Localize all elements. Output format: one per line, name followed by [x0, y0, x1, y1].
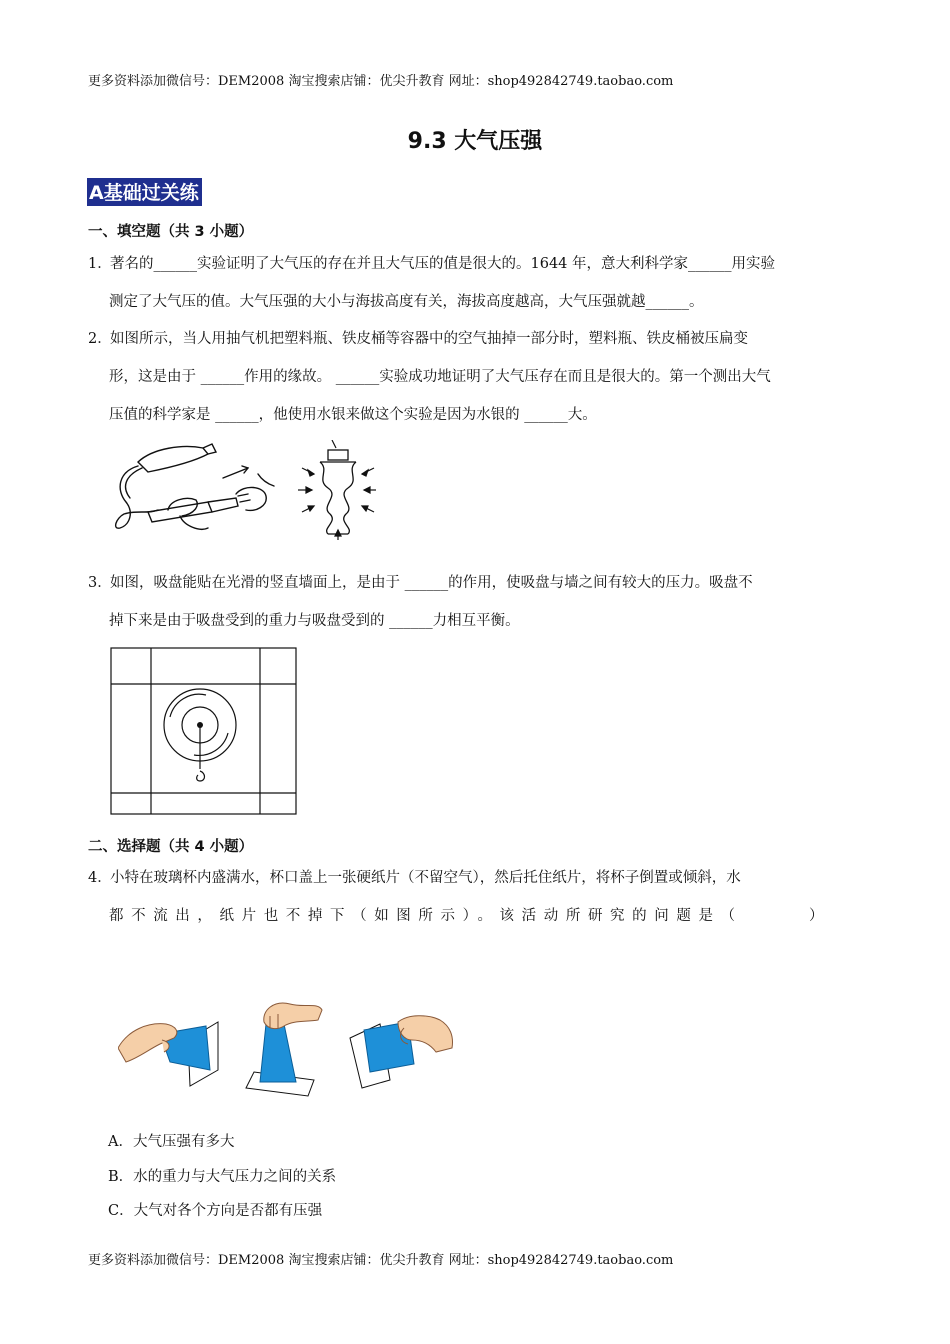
question-text: 如图，吸盘能贴在光滑的竖直墙面上，是由于 ______的作用，使吸盘与墙之间有较大的压力。吸盘不 [110, 575, 753, 591]
question-number: 3． [88, 575, 112, 591]
part1-heading: 一、填空题（共 3 小题） [88, 224, 254, 240]
question-number: 2． [88, 331, 112, 347]
option-c: C．大气对各个方向是否都有压强 [108, 1203, 323, 1219]
part2-heading: 二、选择题（共 4 小题） [88, 839, 254, 855]
question-text: 压值的科学家是 ______，他使用水银来做这个实验是因为水银的 ______大。 [109, 407, 597, 423]
question-text: 掉下来是由于吸盘受到的重力与吸盘受到的 ______力相互平衡。 [109, 613, 520, 629]
question-number: 1． [88, 256, 112, 272]
page-title: 9.3 大气压强 [407, 129, 543, 154]
option-b: B．水的重力与大气压力之间的关系 [108, 1169, 337, 1185]
suction-cup-figure [110, 647, 298, 815]
page-header: 更多资料添加微信号：DEM2008 淘宝搜索店铺：优尖升教育 网址：shop492842749.taobao.com [88, 74, 674, 89]
question-text: 如图所示，当人用抽气机把塑料瓶、铁皮桶等容器中的空气抽掉一部分时，塑料瓶、铁皮桶被压扁变 [110, 331, 748, 347]
question-text: 著名的______实验证明了大气压的存在并且大气压的值是很大的。1644 年，意大利科学家______用实验 [110, 256, 776, 272]
option-a: A．大气压强有多大 [108, 1134, 235, 1150]
question-3 [88, 564, 868, 640]
pump-and-can-figure [108, 440, 378, 545]
question-text: 形，这是由于 ______作用的缘故。 ______实验成功地证明了大气压存在而且是很大的。第一个测出大气 [109, 369, 771, 385]
question-text: 小特在玻璃杯内盛满水，杯口盖上一张硬纸片（不留空气），然后托住纸片，将杯子倒置或倾斜，水 [110, 870, 741, 886]
question-1 [88, 245, 868, 321]
section-tag: A基础过关练 [87, 178, 202, 206]
question-number: 4． [88, 870, 112, 886]
inverted-cups-figure [118, 1000, 458, 1100]
question-2 [88, 320, 868, 434]
page-footer: 更多资料添加微信号：DEM2008 淘宝搜索店铺：优尖升教育 网址：shop492842749.taobao.com [88, 1253, 674, 1268]
question-text: 测定了大气压的值。大气压强的大小与海拔高度有关，海拔高度越高，大气压强就越______。 [109, 294, 704, 310]
question-text: 都不流出，纸片也不掉下（如图所示）。该活动所研究的问题是（ ） [109, 908, 832, 924]
question-4 [88, 859, 868, 935]
